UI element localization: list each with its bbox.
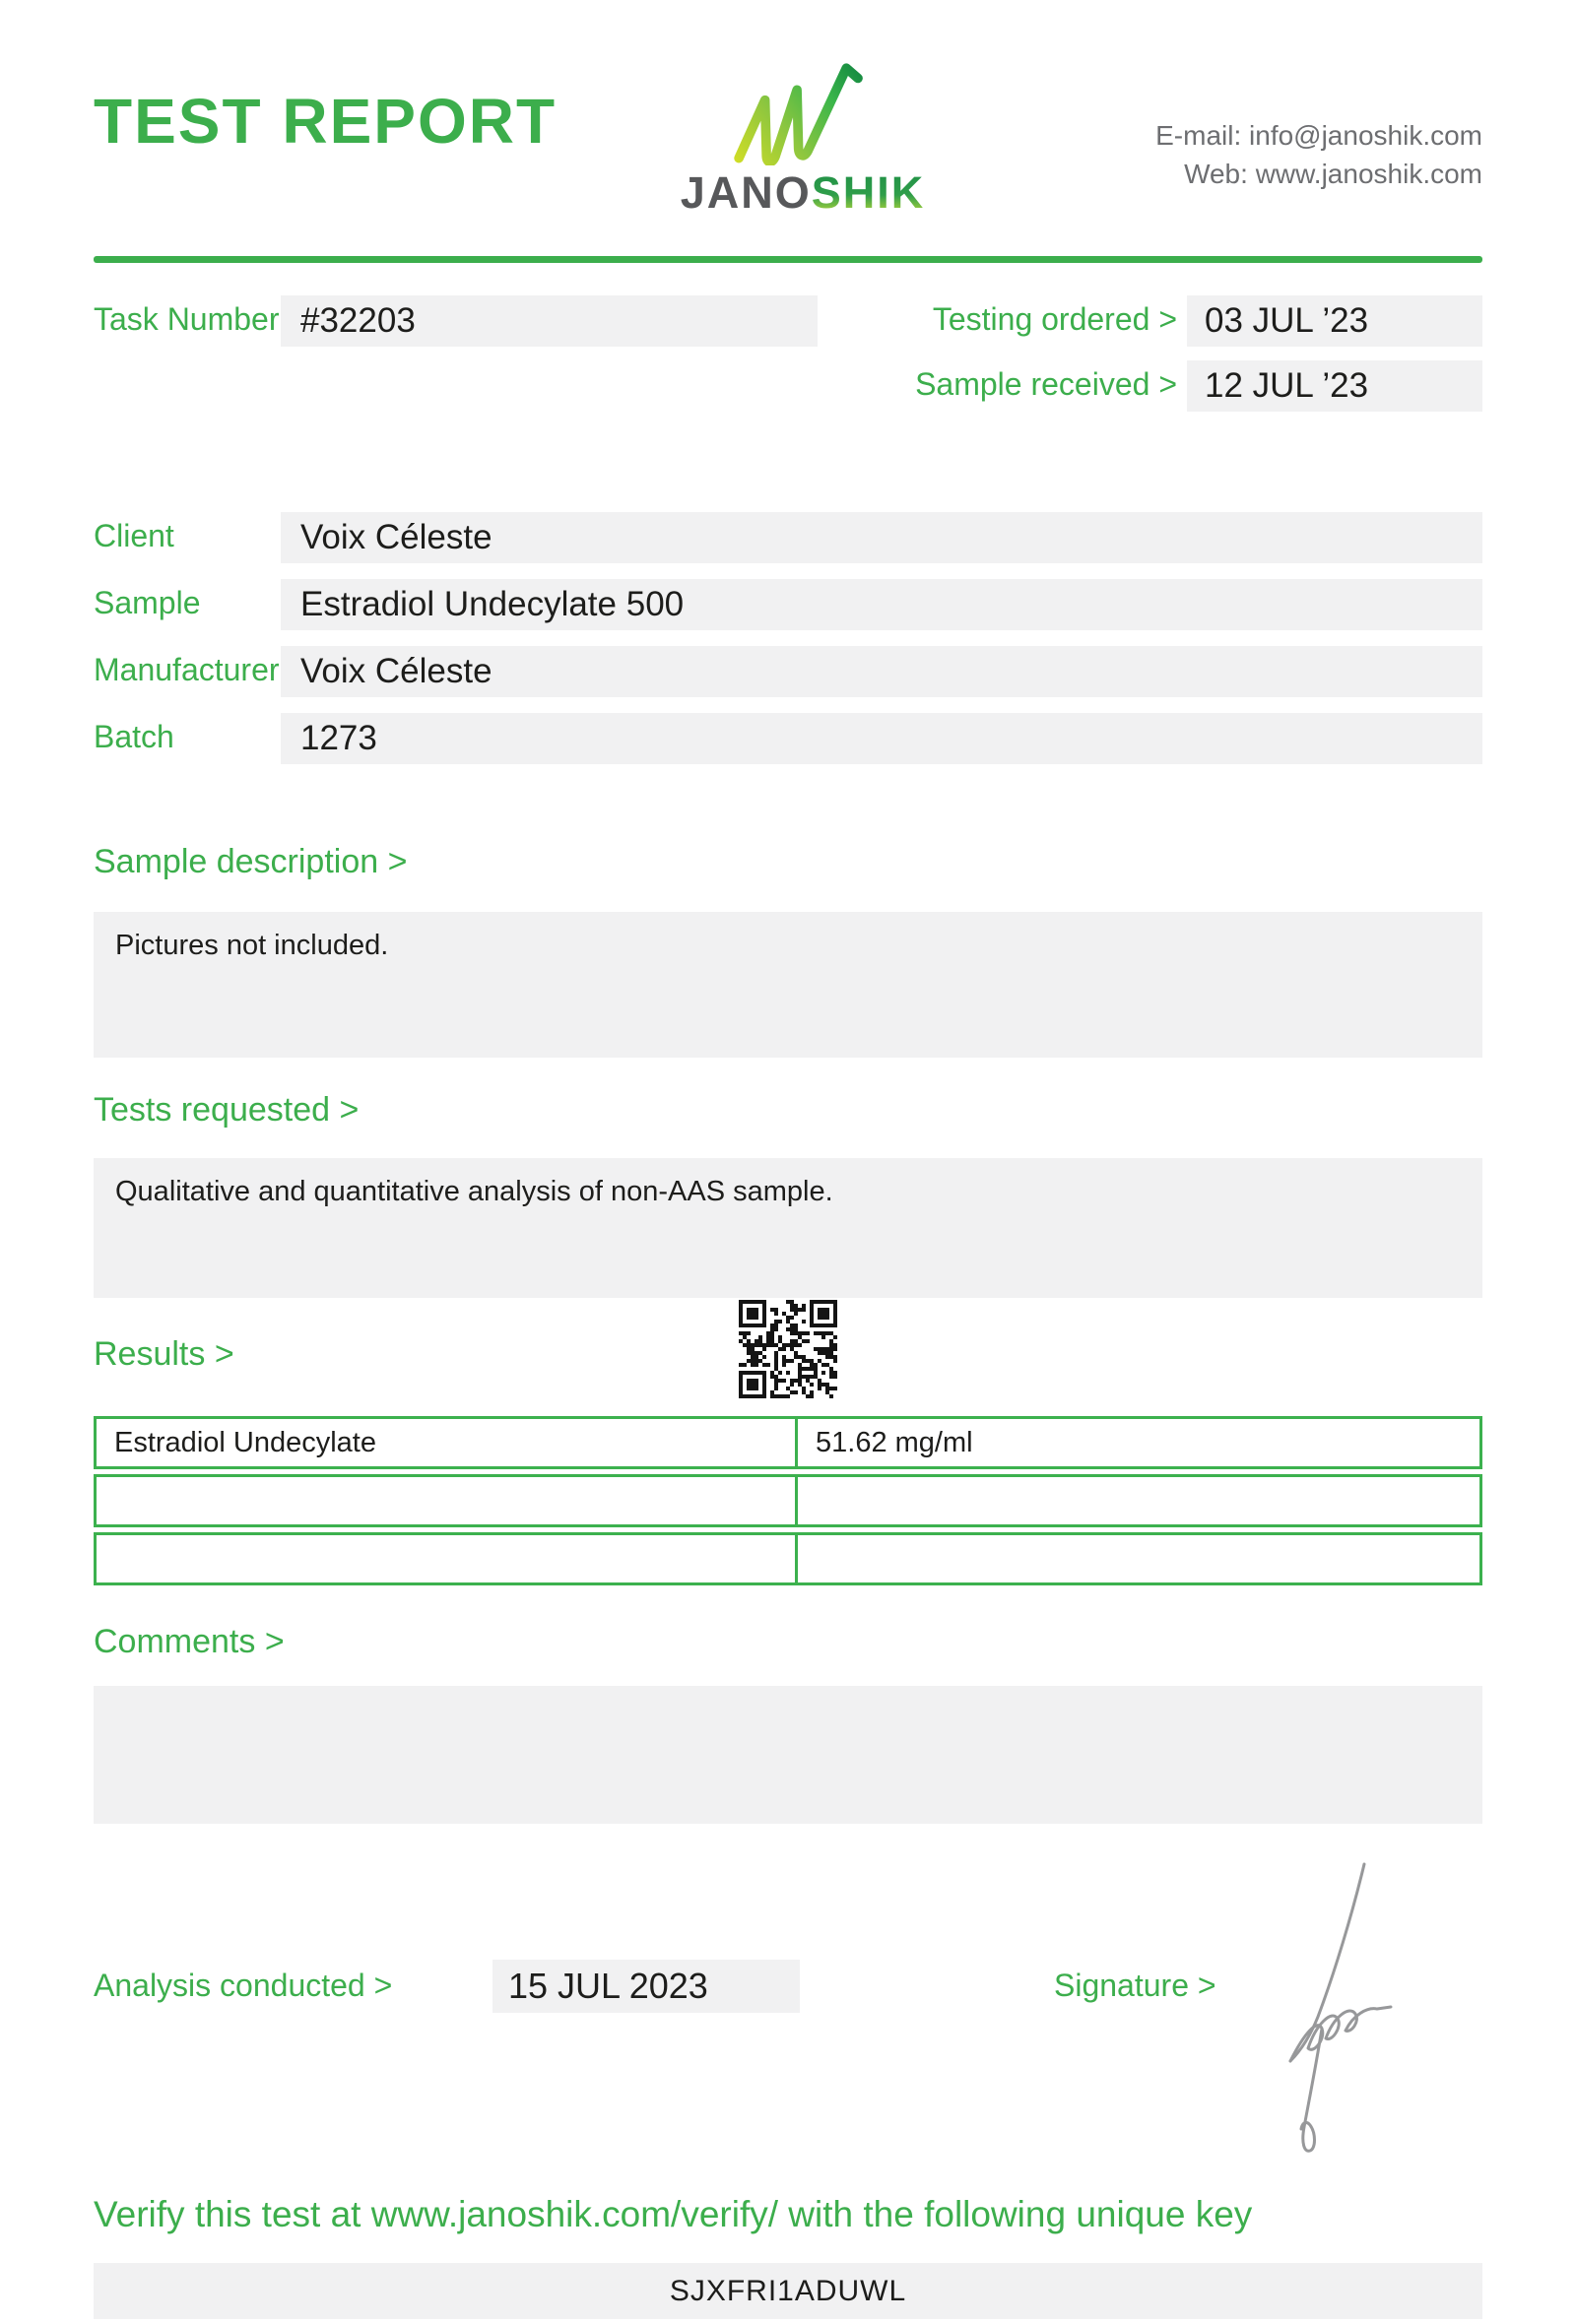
sample-label: Sample — [94, 585, 201, 620]
logo-text-shik: SHIK — [811, 167, 926, 218]
unique-key-value: SJXFRI1ADUWL — [669, 2275, 907, 2307]
unique-key-box — [94, 2263, 1482, 2319]
sample-description-box — [94, 912, 1482, 1058]
result-value — [798, 1535, 1479, 1582]
header-divider — [94, 256, 1482, 263]
testing-ordered-label: Testing ordered > — [932, 301, 1177, 337]
email-line: E-mail: info@janoshik.com — [1155, 120, 1482, 151]
tests-requested-heading: Tests requested > — [94, 1091, 360, 1129]
analysis-date-value: 15 JUL 2023 — [492, 1960, 800, 2013]
sample-received-value: 12 JUL ’23 — [1187, 360, 1482, 412]
comments-box — [94, 1686, 1482, 1824]
tests-requested-text: Qualitative and quantitative analysis of non-AAS sample. — [115, 1176, 833, 1207]
contact-info — [1155, 116, 1482, 193]
verify-text: Verify this test at www.janoshik.com/verify/ with the following unique key — [94, 2194, 1253, 2234]
manufacturer-value: Voix Céleste — [281, 646, 1482, 697]
result-analyte — [97, 1477, 798, 1524]
page-title: TEST REPORT — [94, 86, 558, 157]
logo-text — [680, 167, 926, 219]
table-row — [94, 1474, 1482, 1527]
signature-scribble — [1271, 1859, 1428, 2155]
web-line: Web: www.janoshik.com — [1184, 159, 1482, 189]
signature-label: Signature > — [1054, 1968, 1216, 2003]
table-row — [94, 1416, 1482, 1469]
comments-heading: Comments > — [94, 1623, 285, 1660]
client-value: Voix Céleste — [281, 512, 1482, 563]
result-value: 51.62 mg/ml — [816, 1427, 973, 1458]
sample-description-text: Pictures not included. — [115, 930, 389, 961]
result-analyte — [97, 1535, 798, 1582]
logo-text-jano: JANO — [680, 167, 812, 218]
janoshik-logo — [680, 49, 926, 219]
manufacturer-label: Manufacturer — [94, 652, 280, 687]
logo-chart-icon — [704, 49, 901, 165]
tests-requested-box — [94, 1158, 1482, 1298]
batch-value: 1273 — [281, 713, 1482, 764]
task-number-label: Task Number — [94, 301, 280, 337]
qr-code — [739, 1300, 837, 1398]
client-label: Client — [94, 518, 174, 553]
results-heading: Results > — [94, 1335, 234, 1373]
testing-ordered-value: 03 JUL ’23 — [1187, 295, 1482, 347]
batch-label: Batch — [94, 719, 174, 754]
sample-value: Estradiol Undecylate 500 — [281, 579, 1482, 630]
task-number-value: #32203 — [281, 295, 818, 347]
results-table — [94, 1416, 1482, 1590]
table-row — [94, 1532, 1482, 1585]
result-value — [798, 1477, 1479, 1524]
sample-received-label: Sample received > — [915, 366, 1177, 402]
analysis-conducted-label: Analysis conducted > — [94, 1968, 393, 2003]
sample-description-heading: Sample description > — [94, 843, 408, 880]
result-analyte: Estradiol Undecylate — [97, 1419, 798, 1466]
